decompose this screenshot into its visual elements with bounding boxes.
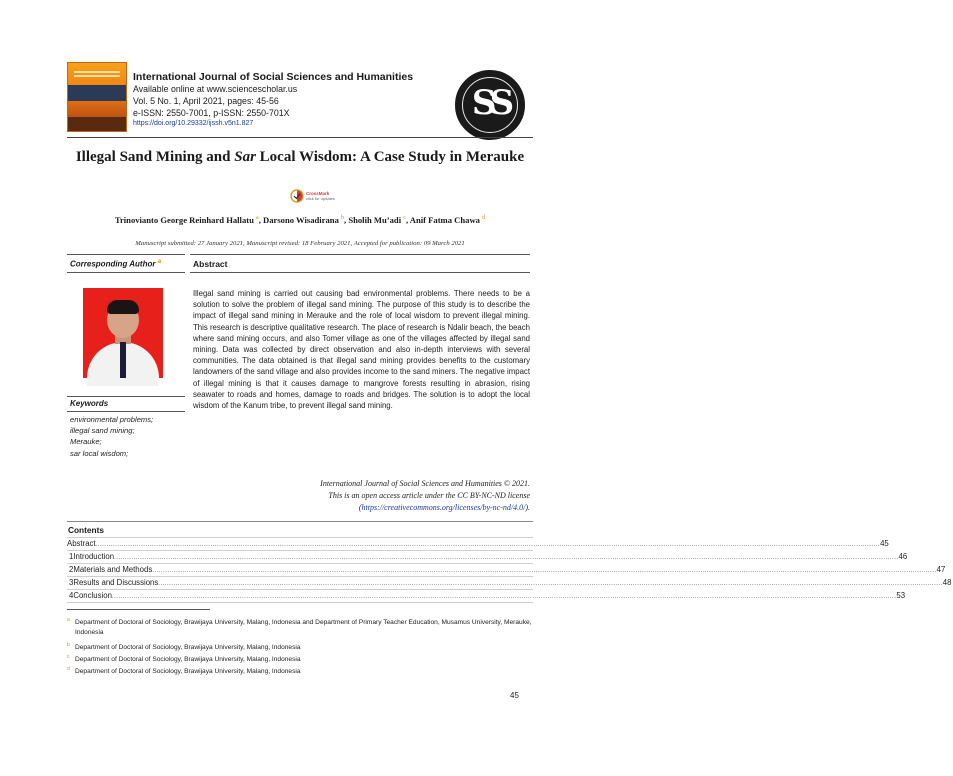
toc-page: 45 (880, 539, 889, 548)
toc-label: Introduction (73, 552, 115, 561)
publisher-logo-text: SS (471, 83, 509, 123)
paper-title: Illegal Sand Mining and Sar Local Wisdom: A Case Study in Merauke (75, 149, 525, 165)
keywords-list (70, 414, 153, 459)
footnote: $^c$ Department of Doctoral of Sociology, Brawijaya University, Malang, Indonesia (67, 654, 301, 664)
abstract-text: Illegal sand mining is carried out causing bad environmental problems. There needs to be a solution to solve the problem of illegal sand mining. The purpose of this study is to describe the impact of illegal sand mining in Merauke and the role of local wisdom to prevent illegal mining. This research is descriptive qualitative research. The place of research is Ndalir beach, the beach where sand mining occurs, and also Tomer village as one of the villages affected by illegal sand mining. Data was collected by direct observation and also in-depth interviews with several communities. The data obtained is that illegal sand mining provides benefits to the customary landowners of the sand village and also provides income to the sand miners. The negative impact of illegal mining is that it causes damage to mangrove forests resulting in abrasion, rising seawater to roads and homes, damage to roads and bridges. The solution is to adopt the local wisdom of the Kanum tribe, to prevent illegal sand mining. (193, 289, 530, 411)
journal-availability: Available online at www.sciencescholar.us (133, 84, 298, 94)
table-of-contents (67, 537, 952, 603)
keyword: illegal sand mining; (70, 426, 135, 436)
divider (190, 254, 530, 255)
affiliation-mark: c (403, 215, 406, 222)
author-name: Trinovianto George Reinhard Hallatu (114, 215, 254, 225)
abstract-heading: Abstract (193, 259, 228, 269)
toc-label: Materials and Methods (73, 565, 153, 574)
toc-entry[interactable]: Abstract .......................................................................................................................................................................................................................................................................................................................................................................... 45 (67, 539, 889, 548)
keyword: sar local wisdom; (70, 448, 129, 458)
journal-volume: Vol. 5 No. 1, April 2021, pages: 45-56 (133, 96, 279, 106)
corresponding-author-heading: Corresponding Author $^a$ (70, 259, 162, 269)
footnote-divider (67, 609, 210, 610)
author-name: Anif Fatma Chawa (409, 215, 480, 225)
divider (67, 254, 185, 255)
journal-name: International Journal of Social Sciences and Humanities (133, 71, 414, 83)
divider (67, 521, 533, 522)
toc-number: 4 (69, 591, 74, 600)
author-photo (83, 288, 163, 378)
page-number: 45 (510, 691, 519, 700)
toc-page: 53 (896, 591, 906, 600)
toc-label: Conclusion (73, 591, 112, 600)
toc-entry[interactable]: 2 Materials and Methods .......................................................................................................................................................................................................................................................................................................................................................................... 47 (69, 565, 946, 574)
toc-entry[interactable]: 4 Conclusion .......................................................................................................................................................................................................................................................................................................................................................................... 53 (67, 589, 533, 603)
footnote: $^a$ Department of Doctoral of Sociology, Brawijaya University, Malang, Indonesia and Department of Primary Teacher Education, Musamus University, Merauke, Indonesia (67, 617, 532, 636)
toc-label: Results and Discussions (73, 578, 159, 587)
divider (190, 272, 530, 273)
divider (67, 411, 185, 412)
affiliation-mark: b (341, 215, 345, 222)
affiliation-mark: d (482, 215, 486, 222)
divider (67, 272, 185, 273)
journal-issn: e-ISSN: 2550-7001, p-ISSN: 2550-701X (133, 108, 290, 118)
publisher-logo (455, 70, 525, 140)
license-statement: International Journal of Social Sciences and Humanities © 2021. This is an open access article under the CC BY-NC-ND license (https://creativecommons.org/licenses/by-nc-nd/4.0/). (320, 479, 530, 512)
author-name: Darsono Wisadirana (263, 215, 339, 225)
header-divider (67, 137, 533, 138)
toc-number: 3 (69, 578, 74, 587)
license-link[interactable]: https://creativecommons.org/licenses/by-nc-nd/4.0/ (361, 503, 526, 512)
footnote: $^b$ Department of Doctoral of Sociology, Brawijaya University, Malang, Indonesia (67, 642, 301, 652)
author-list: Trinovianto George Reinhard Hallatu $^a$, Darsono Wisadirana $^b$, Sholih Mu’adi $^c$, Anif Fatma Chawa $^d$ (114, 215, 486, 225)
toc-entry[interactable]: 3 Results and Discussions .......................................................................................................................................................................................................................................................................................................................................................................... 48 (69, 578, 952, 587)
keyword: Merauke; (70, 437, 102, 447)
keyword: environmental problems; (70, 415, 154, 424)
divider (67, 396, 185, 397)
toc-entry[interactable]: 1 Introduction .......................................................................................................................................................................................................................................................................................................................................................................... 46 (69, 552, 908, 561)
toc-label: Abstract (67, 539, 96, 548)
journal-cover-thumbnail (67, 62, 127, 132)
toc-number: 2 (69, 565, 74, 574)
keywords-heading: Keywords (70, 399, 109, 408)
doi-link[interactable]: https://doi.org/10.29332/ijssh.v5n1.827 (133, 120, 254, 127)
toc-number: 1 (69, 552, 74, 561)
manuscript-dates: Manuscript submitted: 27 January 2021, Manuscript revised: 18 February 2021, Accepted for publication: 09 March 2021 (135, 240, 465, 247)
contents-heading: Contents (68, 525, 104, 535)
toc-page: 47 (936, 565, 946, 574)
affiliation-mark: a (256, 215, 259, 222)
toc-page: 48 (942, 578, 952, 587)
crossmark-label: CrossMark click for updates (306, 191, 335, 201)
toc-page: 46 (898, 552, 908, 561)
author-name: Sholih Mu’adi (348, 215, 402, 225)
footnote: $^d$ Department of Doctoral of Sociology, Brawijaya University, Malang, Indonesia (67, 666, 301, 676)
